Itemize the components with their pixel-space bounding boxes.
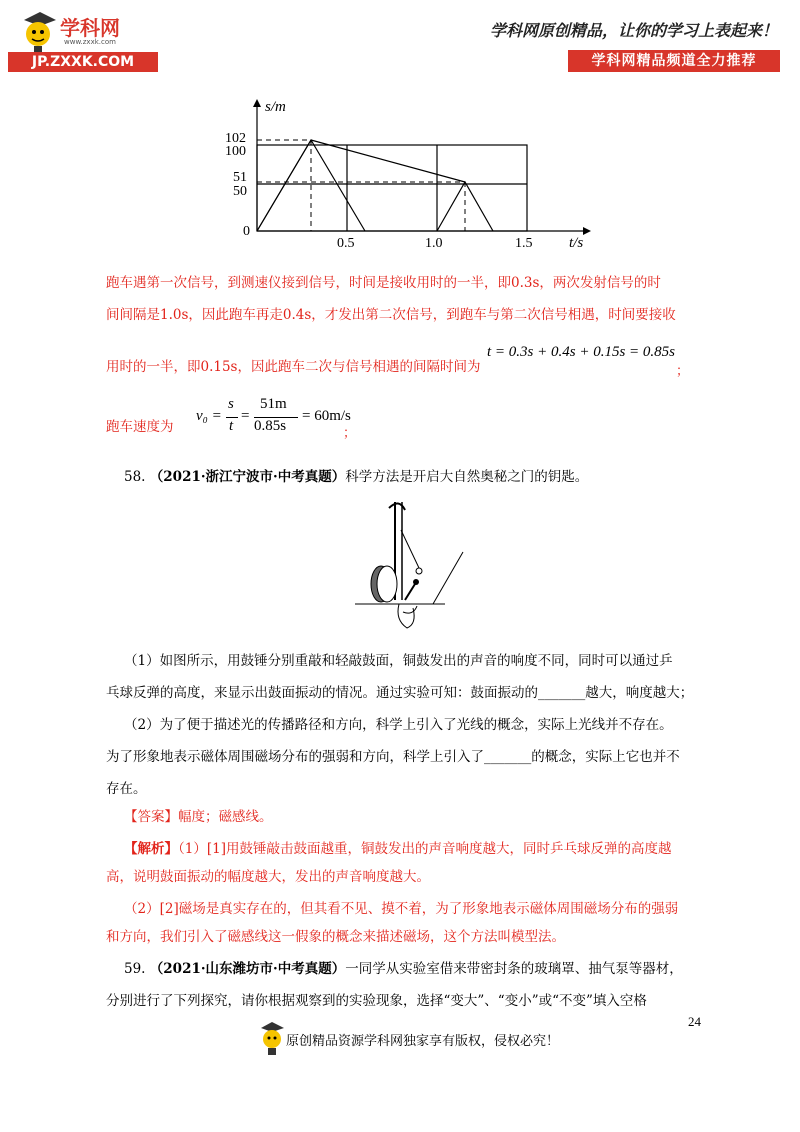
formula-total-time: t = 0.3s + 0.4s + 0.15s = 0.85s [487,344,676,360]
analysis-text-1a: （1）[1]用鼓锤敲击鼓面越重，铜鼓发出的声音响度越大，同时乒乓球反弹的高度越 [178,841,672,857]
formula-speed-lhs: v₀ = [196,408,222,424]
y-tick-100: 100 [225,144,246,159]
logo[interactable] [14,8,159,74]
q58-analysis-2b: 和方向，我们引入了磁感线这一假象的概念来描述磁场，这个方法叫模型法。 [106,929,565,945]
q58-part2-a: （2）为了便于描述光的传播路径和方向，科学上引入了光线的概念，实际上光线并不存在。 [124,717,673,733]
logo-name: 学科网 [60,16,120,40]
x-tick-0.5: 0.5 [337,236,355,250]
formula-speed-t: t [229,418,234,434]
footer-mascot-icon [258,1020,286,1056]
q58-part2-b: 为了形象地表示磁体周围磁场分布的强弱和方向，科学上引入了_______的概念，实际上它也并不 [106,749,680,765]
q59-stem-b: 分别进行了下列探究，请你根据观察到的实验现象，选择“变大”、“变小”或“不变”填入空格 [106,993,647,1009]
explanation-line-1: 跑车遇第一次信号，到测速仪接到信号，时间是接收用时的一半，即0.3s，两次发射信号的时 [106,275,661,291]
y-tick-51: 51 [233,170,247,185]
q58-analysis-2a: （2）[2]磁场是真实存在的，但其看不见、摸不着，为了形象地表示磁体周围磁场分布的强弱 [124,901,679,917]
drum-experiment-figure [355,500,465,640]
x-tick-1.0: 1.0 [425,236,443,250]
semicolon-2: ； [343,426,357,441]
formula-speed-den: 0.85s [254,418,287,434]
q58-analysis-1a [124,834,671,864]
y-tick-0: 0 [243,224,250,239]
q58-stem: 科学方法是开启大自然奥秘之门的钥匙。 [345,469,589,485]
explanation-line-3: 用时的一半，即0.15s，因此跑车二次与信号相遇的间隔时间为 [106,359,481,375]
formula-speed: v₀ = s t = 51m 0.85s = 60m/s [196,396,351,434]
x-tick-1.5: 1.5 [515,236,533,250]
footer-copyright: 原创精品资源学科网独家享有版权，侵权必究！ [286,1034,560,1049]
q58-part1-b: 乓球反弹的高度，来显示出鼓面振动的情况。通过实验可知：鼓面振动的_______越大，响度越大； [106,685,694,701]
y-axis-label: s/m [265,99,286,115]
q58-analysis-1b: 高，说明鼓面振动的幅度越大，发出的声音响度越大。 [106,869,430,885]
q58-part2-c: 存在。 [106,781,147,797]
q58-number: 58. [124,469,146,485]
analysis-tag: 【解析】 [124,841,178,857]
explanation-line-2: 间间隔是1.0s，因此跑车再走0.4s，才发出第二次信号，到跑车与第二次信号相遇，时间要接收 [106,307,676,323]
y-tick-102: 102 [225,131,246,146]
semicolon-1: ； [676,364,690,379]
channel-banner[interactable]: 学科网精品频道全力推荐 [568,50,780,72]
q59-stem-a: 一同学从实验室借来带密封条的玻璃罩、抽气泵等器材， [345,961,683,977]
logo-url: www.zxxk.com [64,38,116,46]
page-number: 24 [688,1014,701,1029]
speed-label: 跑车速度为 [106,419,174,435]
q58-answer: 【答案】幅度；磁感线。 [124,809,273,825]
logo-band: JP.ZXXK.COM [8,52,158,72]
x-axis-label: t/s [569,235,584,250]
formula-speed-num: 51m [260,396,287,412]
y-tick-50: 50 [233,184,247,199]
logo-mascot-icon [18,10,58,56]
q59-header [124,954,683,984]
q58-source: （2021·浙江宁波市·中考真题） [149,469,346,485]
s-t-graph [225,95,595,250]
q59-number: 59. [124,961,146,977]
formula-speed-s: s [228,396,234,412]
q58-part1-a: （1）如图所示，用鼓锤分别重敲和轻敲鼓面，铜鼓发出的声音的响度不同，同时可以通过乒 [124,653,673,669]
header-slogan: 学科网原创精品，让你的学习上表起来！ [489,21,778,40]
q59-source: （2021·山东潍坊市·中考真题） [149,961,346,977]
formula-speed-rhs: = 60m/s [302,408,351,424]
q58-header [124,462,588,492]
